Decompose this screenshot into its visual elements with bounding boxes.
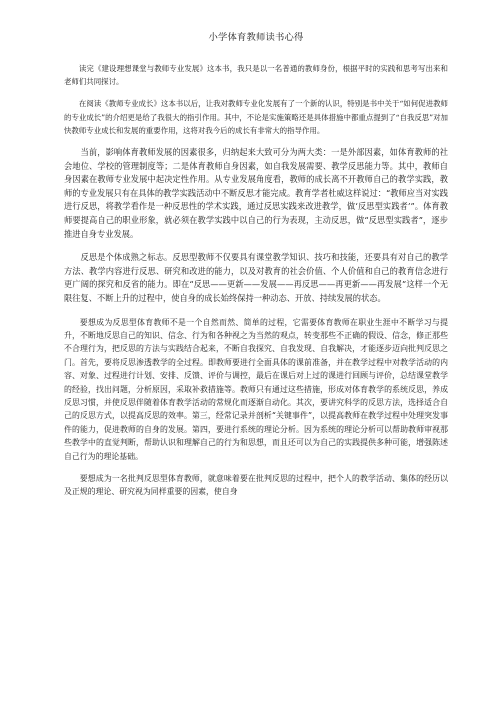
paragraph-methods: 要想成为反思型体育教师不是一个自然而然、简单的过程，它需要体育教师在职业生涯中不断学习与提升，不断地反思自己的知识、信念、行为和各种视之为当然的观点，转变那些不正确的假设、信念，修正那些不合理行为，把反思的方法与实践结合起来，不断自我探究、自我发现、自我解决，才能逐步迈向批判反思之门。首先，要将反思渗透教学的全过程。即教师要进行全面具体的课前准备，并在教学过程中对教学活动的内容、对象、过程进行计划、安排、反馈、评价与调控，最后在课后对上过的课进行回顾与评价，总结课堂教学的经验，找出问题，分析原因，采取补救措施等。教师只有通过这些措施，形成对体育教学的系统反思，养成反思习惯，并使反思伴随着体育教学活动的常规化而逐渐自动化。其次，要讲究科学的反思方法，选择适合自己的反思方式，以提高反思的效率。第三，经常记录并剖析“关键事件”，以提高教师在教学过程中处理突发事件的能力，促进教师的自身的发展。第四，要进行系统的理论分析。因为系统的理论分析可以帮助教师审视那些教学中的直觉判断，帮助认识和理解自己的行为和思想，而且还可以为自己的实践提供多种可能，增强陈述自己行为的理论基础。 [64,317,448,461]
paragraph-factors: 当前，影响体育教师发展的因素很多，归纳起来大致可分为两大类：一是外部因素，如体育教师的社会地位、学校的管理制度等；二是体育教师自身因素，如自我发展需要、教学反思能力等。其中，教师自身因素在教师专业发展中起决定性作用。从专业发展角度看，教师的成长离不开教师自己的教学实践，教师的专业发展只有在具体的教学实践活动中不断反思才能完成。教育学者杜威这样说过：“教师应当对实践进行反思，将教学看作是一种反思性的学术实践，通过反思实践来改进教学，做‘反思型实践者’”。体育教师要提高自己的职业形象，就必须在教学实践中以自己的行为表现，主动反思，做“反思型实践者”，逐步推进自身专业发展。 [64,147,448,239]
paragraph-reading: 在阅读《教师专业成长》这本书以后，让我对教师专业化发展有了一个新的认识，特别是书中关于“如何促进教师的专业成长”的介绍更是给了我很大的指引作用。其中，不论是实施策略还是具体措施中都重点提到了“自我反思”对加快教师专业成长和发展的重要作用，这将对我今后的成长有非常大的指导作用。 [64,99,448,135]
paragraph-reflection: 反思是个体成熟之标志。反思型教师不仅要具有课堂教学知识、技巧和技能，还要具有对自己的教学方法、教学内容进行反思、研究和改进的能力，以及对教育的社会价值、个人价值和自己的教育信念进行更广阔的探究和反省的能力。即在“反思——更新——发展——再反思——再更新——再发展”这样一个无限往复、不断上升的过程中，使自身的成长始终保持一种动态、开放、持续发展的状态。 [64,252,448,303]
paragraph-intro: 读完《建设理想课堂与教师专业发展》这本书，我只是以一名普通的教师身份，根据平时的实践和思考写出来和老师们共同探讨。 [64,64,448,87]
document-title: 小学体育教师读书心得 [208,32,304,43]
paragraph-critical: 要想成为一名批判反思型体育教师，就意味着要在批判反思的过程中，把个人的教学活动、集体的经历以及正规的理论、研究视为同样重要的因素，使自身 [64,474,448,497]
